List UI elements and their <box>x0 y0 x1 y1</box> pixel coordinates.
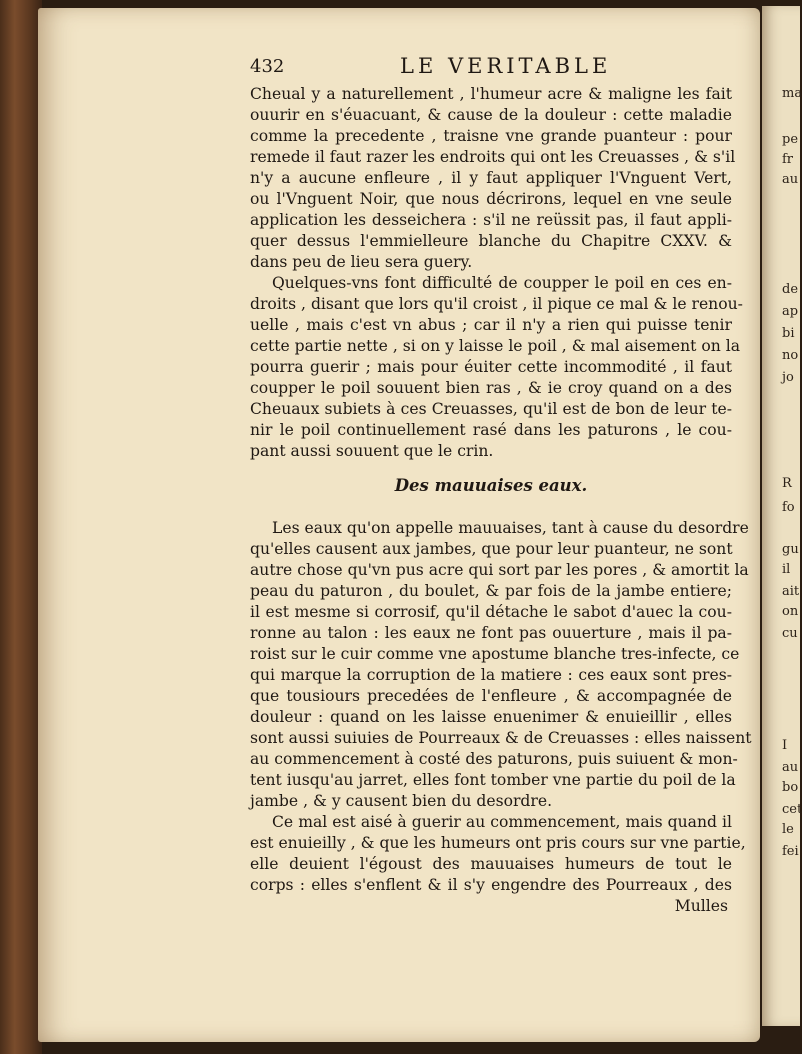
text-line: quer dessus l'emmielleure blanche du Chapitre CXXV. & <box>250 232 732 250</box>
text-line: cette partie nette , si on y laisse le poil , & mal aisement on la <box>250 337 741 355</box>
text-line: roist sur le cuir comme vne apostume blanche tres-infecte, ce <box>250 645 740 663</box>
facing-page-fragment: R <box>782 476 792 491</box>
text-line: autre chose qu'vn pus acre qui sort par les pores , & amortit la <box>250 561 749 579</box>
text-line: droits , disant que lors qu'il croist , il pique ce mal & le renou- <box>250 295 743 313</box>
facing-page-fragment: pe <box>782 132 799 147</box>
text-line: au commencement à costé des paturons, puis suiuent & mon- <box>250 750 738 768</box>
text-line: tent iusqu'au jarret, elles font tomber vne partie du poil de la <box>250 771 736 789</box>
facing-page-fragment: fr <box>782 152 794 167</box>
facing-page-fragment: I <box>782 738 788 753</box>
text-line: qui marque la corruption de la matiere : ces eaux sont pres- <box>250 666 732 684</box>
text-line: Cheuaux subiets à ces Creuasses, qu'il est de bon de leur te- <box>250 400 732 418</box>
text-line: n'y a aucune enfleure , il y faut appliquer l'Vnguent Vert, <box>250 169 732 187</box>
text-line: ouurir en s'éuacuant, & cause de la douleur : cette maladie <box>250 106 732 124</box>
facing-page-fragment: on <box>782 604 799 619</box>
text-line: Ce mal est aisé à guerir au commencement, mais quand il <box>272 813 732 831</box>
facing-page-fragment: de <box>782 282 799 297</box>
facing-page-fragment: bo <box>782 780 799 795</box>
facing-page-fragment: le <box>782 822 794 837</box>
text-line: corps : elles s'enflent & il s'y engendre des Pourreaux , des <box>250 876 732 894</box>
text-line: peau du paturon , du boulet, & par fois de la jambe entiere; <box>250 582 732 600</box>
text-line: qu'elles causent aux jambes, que pour leur puanteur, ne sont <box>250 540 733 558</box>
facing-page-fragment: ma <box>782 86 802 101</box>
running-title: LE VERITABLE <box>400 54 612 78</box>
paragraph-1 <box>250 84 736 273</box>
paragraph-3 <box>250 518 752 812</box>
text-line: application les desseichera : s'il ne reüssit pas, il faut appli- <box>250 211 732 229</box>
facing-page-fragment: fei <box>782 844 799 859</box>
text-line: pourra guerir ; mais pour éuiter cette incommodité , il faut <box>250 358 732 376</box>
book-spine <box>0 0 42 1054</box>
text-line: Cheual y a naturellement , l'humeur acre & maligne les fait <box>250 85 732 103</box>
facing-page-fragment: cu <box>782 626 798 641</box>
facing-page-fragment: cet <box>782 802 802 817</box>
text-line: dans peu de lieu sera guery. <box>250 253 473 271</box>
facing-page-fragment: il <box>782 562 791 577</box>
text-line: ou l'Vnguent Noir, que nous décrirons, lequel en vne seule <box>250 190 732 208</box>
text-line: comme la precedente , traisne vne grande puanteur : pour <box>250 127 732 145</box>
page-content <box>250 54 752 917</box>
facing-page-fragment: ait <box>782 584 800 599</box>
text-line: Quelques-vns font difficulté de coupper le poil en ces en- <box>272 274 732 292</box>
facing-page-fragment: jo <box>782 370 794 385</box>
facing-page-fragment: au <box>782 760 799 775</box>
facing-page-fragment: gu <box>782 542 799 557</box>
text-line: sont aussi suiuies de Pourreaux & de Creuasses : elles naissent <box>250 729 752 747</box>
facing-page-fragment: no <box>782 348 799 363</box>
facing-page-fragment: fo <box>782 500 795 515</box>
text-line: pant aussi souuent que le crin. <box>250 442 494 460</box>
text-line: nir le poil continuellement rasé dans les paturons , le cou- <box>250 421 732 439</box>
text-line: est enuieilly , & que les humeurs ont pris cours sur vne partie, <box>250 834 746 852</box>
text-line: il est mesme si corrosif, qu'il détache le sabot d'auec la cou- <box>250 603 732 621</box>
section-heading: Des mauuaises eaux. <box>394 476 588 495</box>
facing-page-fragment: ap <box>782 304 799 319</box>
catchword: Mulles <box>674 897 728 915</box>
text-line: Les eaux qu'on appelle mauuaises, tant à cause du desordre <box>272 519 749 537</box>
text-line: elle deuient l'égoust des mauuaises humeurs de tout le <box>250 855 732 873</box>
text-line: douleur : quand on les laisse enuenimer & enuieillir , elles <box>250 708 732 726</box>
facing-page-fragment: au <box>782 172 799 187</box>
text-line: uelle , mais c'est vn abus ; car il n'y a rien qui puisse tenir <box>250 316 732 334</box>
text-line: ronne au talon : les eaux ne font pas ouuerture , mais il pa- <box>250 624 732 642</box>
facing-page-edge <box>762 6 800 1026</box>
paragraph-4 <box>250 812 746 896</box>
text-line: remede il faut razer les endroits qui ont les Creuasses , & s'il <box>250 148 736 166</box>
paragraph-2 <box>250 273 743 462</box>
facing-page-fragment: bi <box>782 326 795 341</box>
text-line: jambe , & y causent bien du desordre. <box>250 792 553 810</box>
text-line: coupper le poil souuent bien ras , & ie croy quand on a des <box>250 379 732 397</box>
text-line: que tousiours precedées de l'enfleure , & accompagnée de <box>250 687 732 705</box>
running-head <box>250 56 732 84</box>
page-number: 432 <box>250 56 285 77</box>
